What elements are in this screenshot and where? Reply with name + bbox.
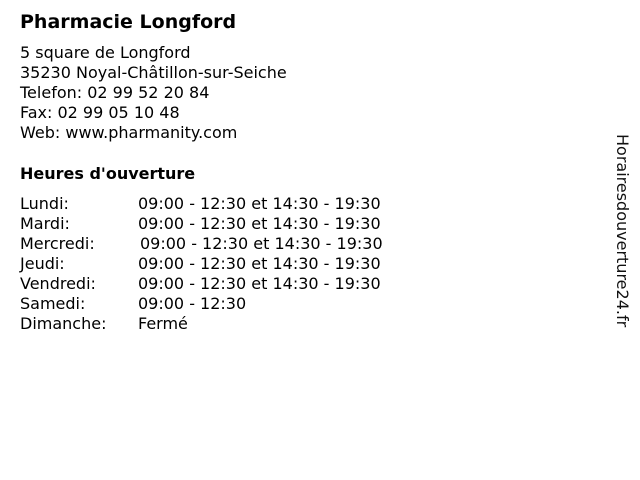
contact-block	[20, 43, 287, 143]
city-address: 35230 Noyal-Châtillon-sur-Seiche	[20, 63, 287, 82]
day-label: Vendredi:	[20, 274, 96, 293]
site-watermark	[612, 134, 632, 344]
hours-row-sunday	[20, 314, 383, 334]
time-value: Fermé	[138, 314, 188, 333]
day-label: Mercredi:	[20, 234, 95, 253]
site-watermark-text: Horairesdouverture24.fr	[613, 134, 632, 328]
hours-row-saturday	[20, 294, 383, 314]
time-value: 09:00 - 12:30 et 14:30 - 19:30	[138, 254, 381, 273]
phone-number: Telefon: 02 99 52 20 84	[20, 83, 210, 102]
hours-row-monday	[20, 194, 383, 214]
opening-hours-heading: Heures d'ouverture	[20, 164, 196, 183]
opening-hours-table	[20, 194, 383, 334]
time-value: 09:00 - 12:30	[138, 294, 247, 313]
day-label: Dimanche:	[20, 314, 107, 333]
fax-number: Fax: 02 99 05 10 48	[20, 103, 180, 122]
time-value: 09:00 - 12:30 et 14:30 - 19:30	[138, 194, 381, 213]
hours-row-friday	[20, 274, 383, 294]
website: Web: www.pharmanity.com	[20, 123, 238, 142]
day-label: Samedi:	[20, 294, 86, 313]
day-label: Mardi:	[20, 214, 70, 233]
hours-row-thursday	[20, 254, 383, 274]
time-value: 09:00 - 12:30 et 14:30 - 19:30	[138, 214, 381, 233]
pharmacy-name: Pharmacie Longford	[20, 11, 237, 33]
street-address: 5 square de Longford	[20, 43, 191, 62]
time-value: 09:00 - 12:30 et 14:30 - 19:30	[140, 234, 383, 253]
day-label: Lundi:	[20, 194, 69, 213]
hours-row-tuesday	[20, 214, 383, 234]
day-label: Jeudi:	[20, 254, 65, 273]
hours-row-wednesday	[20, 234, 383, 254]
time-value: 09:00 - 12:30 et 14:30 - 19:30	[138, 274, 381, 293]
